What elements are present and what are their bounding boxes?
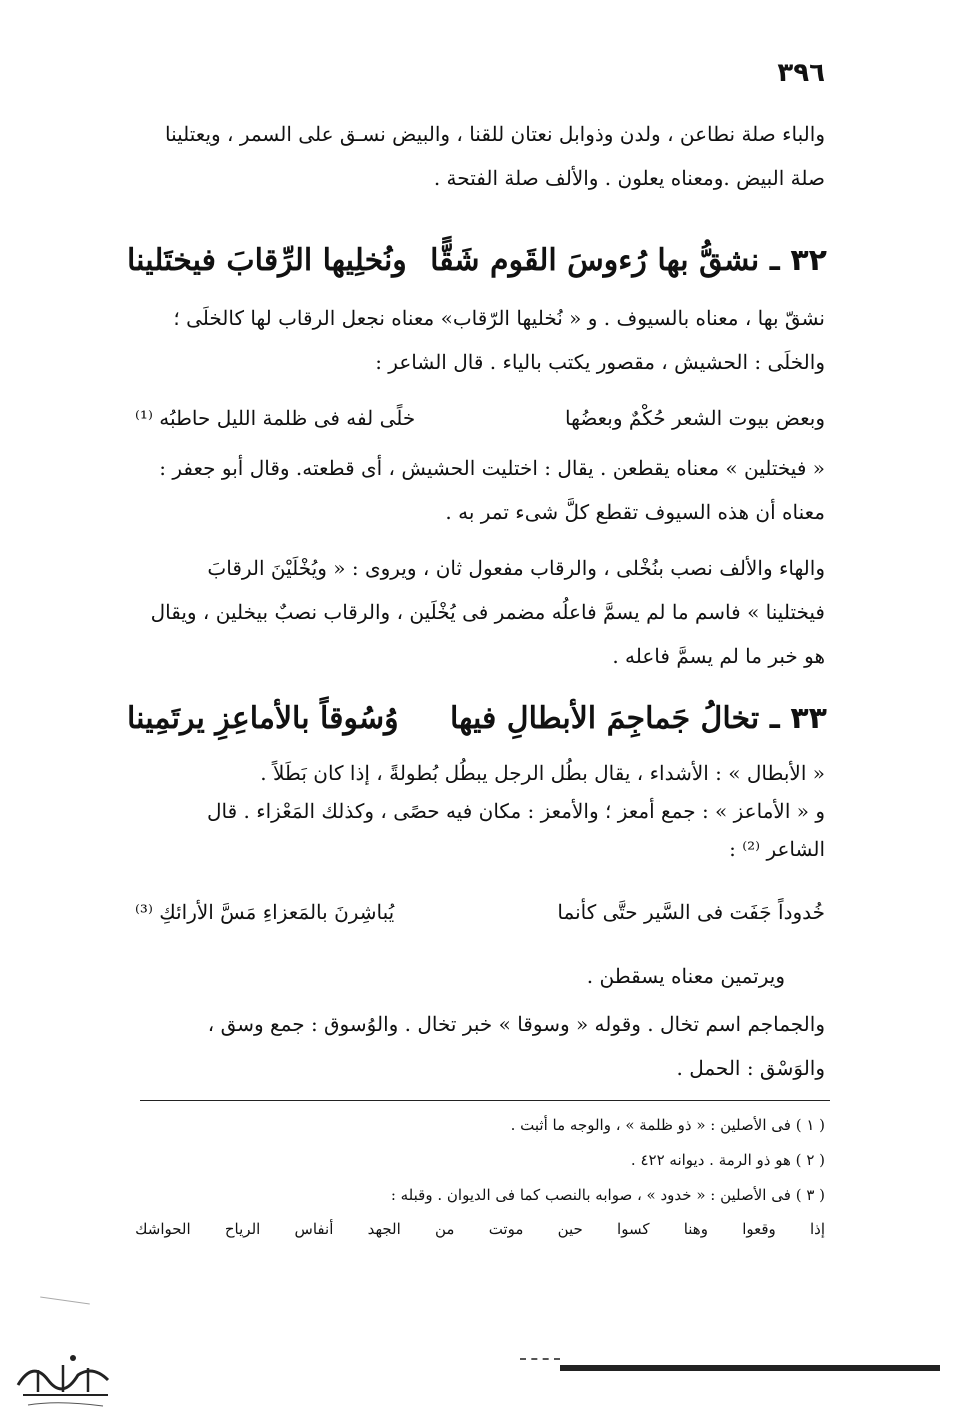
text-line: والهاء والألف نصب بنُخْلى ، والرقاب مفعول ثان ، ويروى : « ويُخْلَيْنَ الرقابَ bbox=[207, 556, 825, 580]
quoted-verse-1 bbox=[135, 398, 825, 438]
verse-number: ٣٢ ـ bbox=[769, 243, 827, 278]
text-line: فيختلينا » فاسم ما لم يسمَّ فاعلُه مضمر فى يُخْلَين ، والرقاب نصبٌ بيخلين ، ويقال bbox=[150, 600, 825, 624]
scan-mark bbox=[520, 1358, 560, 1360]
footnote-3: ( ٣ ) فى الأصلين : « خدود » ، صوابه بالنصب كما فى الديوان . وقبله : bbox=[390, 1186, 825, 1204]
word: إذا bbox=[809, 1220, 825, 1238]
text-line: هو خبر ما لم يسمَّ فاعله . bbox=[612, 644, 825, 668]
commentary-paragraph bbox=[145, 546, 825, 678]
text-line: صلة البيض .ومعناه يعلون . والألف صلة الفتحة . bbox=[433, 166, 825, 190]
quote-hemistich-second: خلًى لفه فى ظلمة الليل حاطبُه ⁽¹⁾ bbox=[135, 406, 416, 430]
text-line: معناه أن هذه السيوف تقطع كلَّ شىء تمر به . bbox=[445, 500, 825, 524]
commentary-paragraph bbox=[145, 954, 785, 998]
footnote-1: ( ١ ) فى الأصلين : « ذو ظلمة » ، والوجه ما أثبت . bbox=[510, 1116, 825, 1134]
footnote-2: ( ٢ ) هو ذو الرمة . ديوانه ٤٢٢ . bbox=[630, 1151, 825, 1169]
word: كسوا bbox=[617, 1220, 650, 1238]
verse-hemistich-first: تخالُ جَماجِمَ الأبطالِ فيها bbox=[449, 701, 760, 736]
commentary-paragraph bbox=[145, 754, 825, 868]
text-line: والباء صلة نطاعن ، ولدن وذوابل نعتان للقنا ، والبيض نسـق على السمر ، ويعتلينا bbox=[164, 122, 825, 146]
word: الحواشك bbox=[135, 1220, 191, 1238]
library-stamp-logo bbox=[8, 1330, 118, 1420]
verse-33 bbox=[127, 694, 827, 744]
text-line: الشاعر ⁽²⁾ : bbox=[729, 837, 825, 861]
text-line: والخلَى : الحشيش ، مقصور يكتب بالياء . قال الشاعر : bbox=[375, 350, 825, 374]
text-line: ويرتمين معناه يسقطن . bbox=[586, 964, 785, 988]
verse-hemistich-second: ونُخلِيها الرِّقابَ فيختَلينا bbox=[127, 243, 407, 278]
word: وهنا bbox=[683, 1220, 708, 1238]
word: موتت bbox=[488, 1220, 524, 1238]
intro-paragraph bbox=[145, 112, 825, 200]
text-line: « فيختلين » معناه يقطعن . يقال : اختليت الحشيش ، أى قطعته. وقال أبو جعفر : bbox=[159, 456, 825, 480]
quote-hemistich-first: خُدوداً جَفَت فى السَّير حتَّى كأنما bbox=[557, 900, 825, 924]
text-line: و « الأماعز » : جمع أمعز ؛ والأمعز : مكان فيه حصًى ، وكذلك المَعْزاء . قال bbox=[206, 799, 825, 823]
quoted-verse-2 bbox=[135, 892, 825, 932]
text-line: والجماجم اسم تخال . وقوله « وسوقا » خبر تخال . والوُسوق : جمع وسق ، bbox=[207, 1012, 825, 1036]
word: الرياح bbox=[224, 1220, 261, 1238]
verse-32 bbox=[127, 236, 827, 286]
verse-hemistich-first: نشقُّ بها رُءوسَ القَوم شَقًّا bbox=[430, 243, 760, 278]
commentary-paragraph bbox=[145, 446, 825, 534]
text-line: « الأبطال » : الأشداء ، يقال بطُل الرجل يبطُل بُطولةً ، إذا كان بَطَلاً . bbox=[260, 761, 825, 785]
word: الجهد bbox=[367, 1220, 401, 1238]
word: من bbox=[435, 1220, 455, 1238]
word: وقعوا bbox=[742, 1220, 776, 1238]
word: أنفاس bbox=[294, 1220, 334, 1238]
bottom-scan-bar bbox=[560, 1365, 940, 1371]
scan-mark bbox=[40, 1297, 90, 1305]
word: حين bbox=[557, 1220, 583, 1238]
text-line: والوَسْق : الحمل . bbox=[676, 1056, 825, 1080]
verse-hemistich-second: وُسُوقاً بالأماعِزِ يرتَمِينا bbox=[127, 701, 399, 736]
commentary-paragraph bbox=[145, 1002, 825, 1090]
quote-hemistich-second: يُباشِرنَ بالمَعزاءِ مَسَّ الأرائكِ ⁽³⁾ bbox=[135, 900, 395, 924]
quote-hemistich-first: وبعض بيوت الشعر حُكْمٌ وبعضُها bbox=[565, 406, 825, 430]
text-line: نشقّ بها ، معناه بالسيوف . و « نُخليها الرّقاب» معناه نجعل الرقاب لها كالخلَى ؛ bbox=[173, 306, 825, 330]
footnote-verse bbox=[135, 1214, 825, 1244]
commentary-paragraph bbox=[145, 296, 825, 384]
footnote-divider bbox=[140, 1100, 830, 1101]
verse-number: ٣٣ ـ bbox=[769, 701, 827, 736]
page-number: ٣٩٦ bbox=[777, 58, 825, 88]
